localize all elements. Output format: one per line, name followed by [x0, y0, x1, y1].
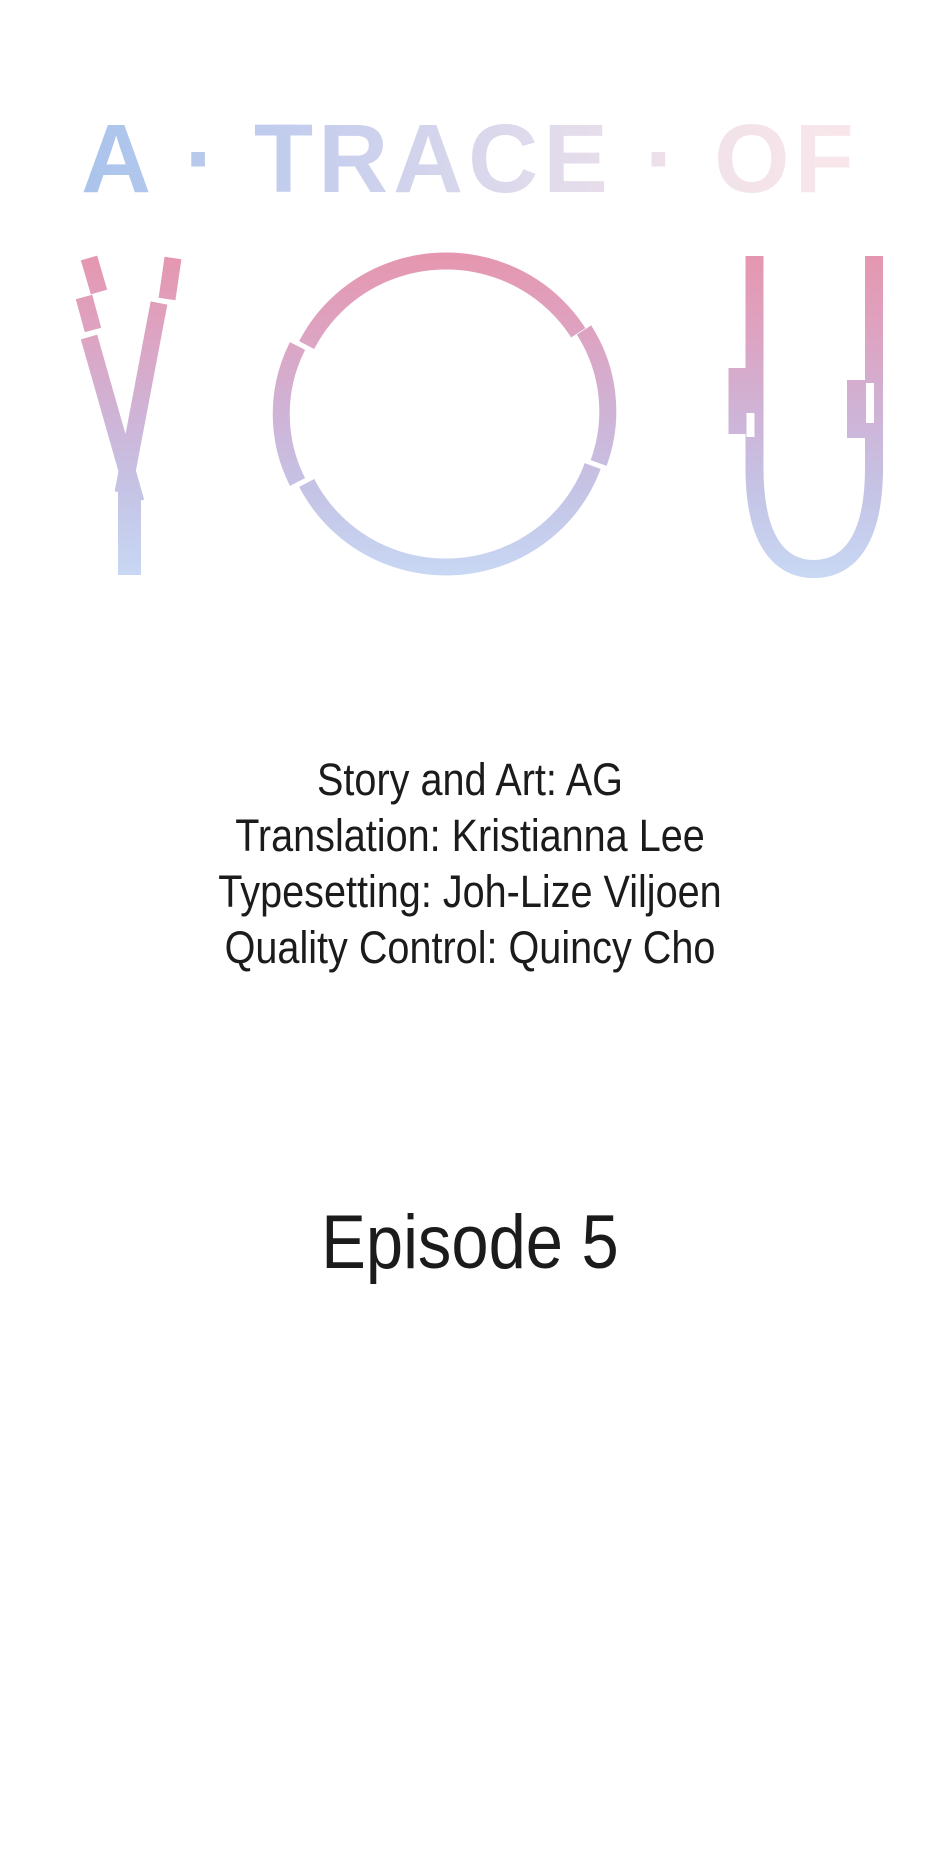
credit-line-translation: Translation: Kristianna Lee [235, 810, 705, 861]
letter-o-glyph [281, 261, 608, 567]
letter-u-glyph [729, 256, 875, 569]
credit-line-typesetting: Typesetting: Joh-Lize Viljoen [218, 866, 722, 917]
credit-line-story-art: Story and Art: AG [317, 754, 623, 805]
episode-section [56, 1198, 883, 1288]
credit-line-quality-control: Quality Control: Quincy Cho [224, 922, 716, 973]
series-title-line [0, 103, 940, 215]
letter-y-stem [118, 489, 141, 575]
you-wordmark-graphic [0, 240, 940, 585]
series-title-top-text: A · TRACE · OF [81, 104, 859, 213]
credits-block [56, 752, 883, 976]
letter-y-glyph [84, 258, 173, 502]
episode-heading: Episode 5 [321, 1200, 619, 1285]
series-title-wordmark [0, 240, 940, 585]
